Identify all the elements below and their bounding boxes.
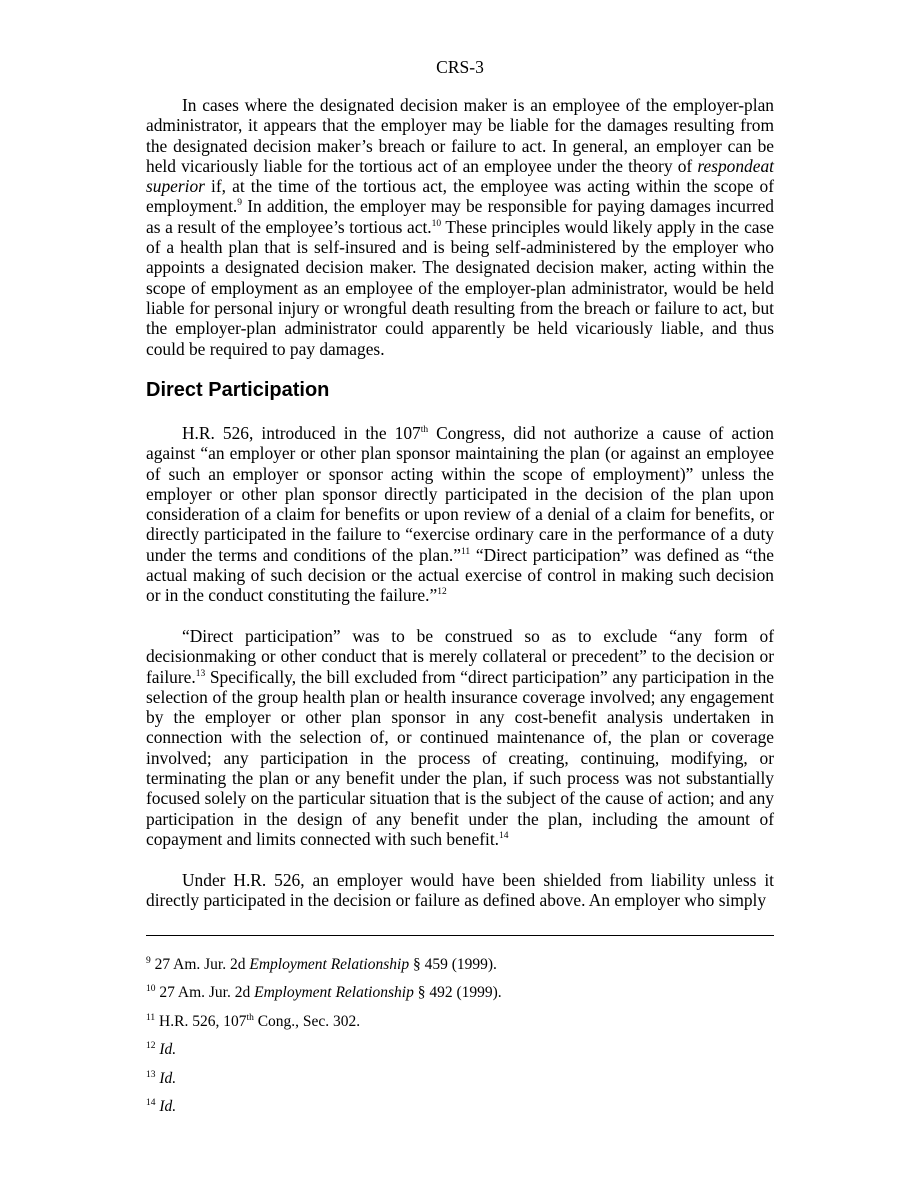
footnote-italic: Id. — [159, 1069, 177, 1087]
text-run: “Direct participation” was defined as “the actual making of such decision or the actual exercise of control in making such decision or in the conduct constituting the failure.” — [146, 544, 774, 606]
footnote-text: § 459 (1999). — [409, 956, 497, 973]
footnote-ref[interactable]: 10 — [431, 218, 442, 229]
text-run: In addition, the employer may be responsible for paying damages incurred as a result of the employee’s tortious act. — [146, 196, 774, 237]
italic-term: respondeat superior — [146, 155, 774, 197]
footnote-divider — [146, 935, 774, 936]
text-run: In cases where the designated decision maker is an employee of the employer-plan administrator, it appears that the employer may be liable for the damages resulting from the designated decision maker’s breach or failure to act. In general, an employer can be held vicariously liable for the tortious act of an employee under the theory of — [146, 95, 774, 176]
footnote-text: 27 Am. Jur. 2d — [150, 956, 250, 973]
footnote-item — [146, 956, 774, 984]
paragraph-text — [146, 626, 774, 849]
ordinal-suffix: th — [420, 425, 429, 435]
paragraph-text: Under H.R. 526, an employer would have been shielded from liability unless it directly participated in the decision or failure as defined above. An employer who simply — [146, 870, 774, 911]
text-run: Specifically, the bill excluded from “direct participation” any participation in the selection of the group health plan or health insurance coverage involved; any engagement by the employer or other plan sponsor in any cost-benefit analysis undertaken in connection with the selection of, or continued maintenance of, the plan or coverage involved; any participation in the process of creating, continuing, modifying, or terminating the plan or any benefit under the plan, if such process was not substantially focused solely on the particular situation that is the subject of the cause of action; and any participation in the design of any benefit under the plan, including the amount of copayment and limits connected with such benefit. — [146, 666, 774, 849]
footnote-italic: Employment Relationship — [249, 956, 410, 973]
footnote-mark: 12 — [146, 1041, 156, 1052]
footnote-item — [146, 1070, 774, 1098]
paragraph-text — [146, 95, 774, 359]
footnote-text: 27 Am. Jur. 2d — [155, 984, 255, 1002]
footnote-text: Cong., Sec. 302. — [253, 1012, 361, 1030]
paragraph-employer-shielded — [146, 870, 774, 911]
footnote-mark: 9 — [146, 956, 151, 966]
footnote-italic: Id. — [159, 1041, 177, 1059]
footnote-mark: 10 — [146, 984, 156, 995]
paragraph-direct-participation — [146, 626, 774, 849]
footnote-ref[interactable]: 14 — [499, 830, 509, 841]
section-heading: Direct Participation — [146, 379, 330, 401]
paragraph-vicarious-liability — [146, 95, 774, 359]
footnote-text: § 492 (1999). — [413, 984, 502, 1002]
footnote-text: H.R. 526, 107 — [155, 1012, 247, 1030]
text-run: if, at the time of the tortious act, the employee was acting within the scope of employment. — [146, 176, 774, 217]
footnote-mark: 14 — [146, 1097, 156, 1108]
paragraph-text — [146, 423, 774, 606]
footnote-mark: 11 — [146, 1012, 156, 1023]
text-run: These principles would likely apply in the case of a health plan that is self-insured and is being self-administered by the employer who appoints a designated decision maker. The designated decision maker, acting within the scope of employment as an employee of the employer-plan administrator, would be held liable for personal injury or wrongful death resulting from the breach or failure to act, but the employer-plan administrator could apparently be held vicariously liable, and thus could be required to pay damages. — [146, 216, 774, 359]
footnote-ref[interactable]: 9 — [237, 198, 243, 209]
footnote-ref[interactable]: 12 — [437, 587, 447, 598]
footnote-italic: Id. — [159, 1097, 177, 1115]
text-run: “Direct participation” was to be construed so as to exclude “any form of decisionmaking or other conduct that is merely collateral or precedent” to the decision or failure. — [146, 626, 774, 687]
footnote-italic: Employment Relationship — [254, 984, 414, 1002]
ordinal-suffix: th — [246, 1012, 254, 1023]
footnote-item — [146, 984, 774, 1012]
paragraph-hr526 — [146, 423, 774, 606]
footnote-ref[interactable]: 11 — [460, 546, 471, 557]
text-run: H.R. 526, introduced in the 107 — [182, 423, 421, 443]
footnote-mark: 13 — [146, 1069, 156, 1080]
page-number: CRS-3 — [436, 57, 484, 77]
footnote-item — [146, 1013, 774, 1041]
footnote-ref[interactable]: 13 — [195, 668, 206, 679]
footnote-item — [146, 1041, 774, 1069]
footnotes — [146, 956, 774, 1126]
footnote-item — [146, 1098, 774, 1126]
text-run: Congress, did not authorize a cause of action against “an employer or other plan sponsor maintaining the plan (or against an employee of such an employer or sponsor acting within the scope of employment)” unless the employer or other plan sponsor directly participated in the decision of the plan upon consideration of a claim for benefits or upon review of a denial of a claim for benefits, or directly participated in the failure to “exercise ordinary care in the performance of a duty under the terms and conditions of the plan.” — [146, 423, 774, 565]
